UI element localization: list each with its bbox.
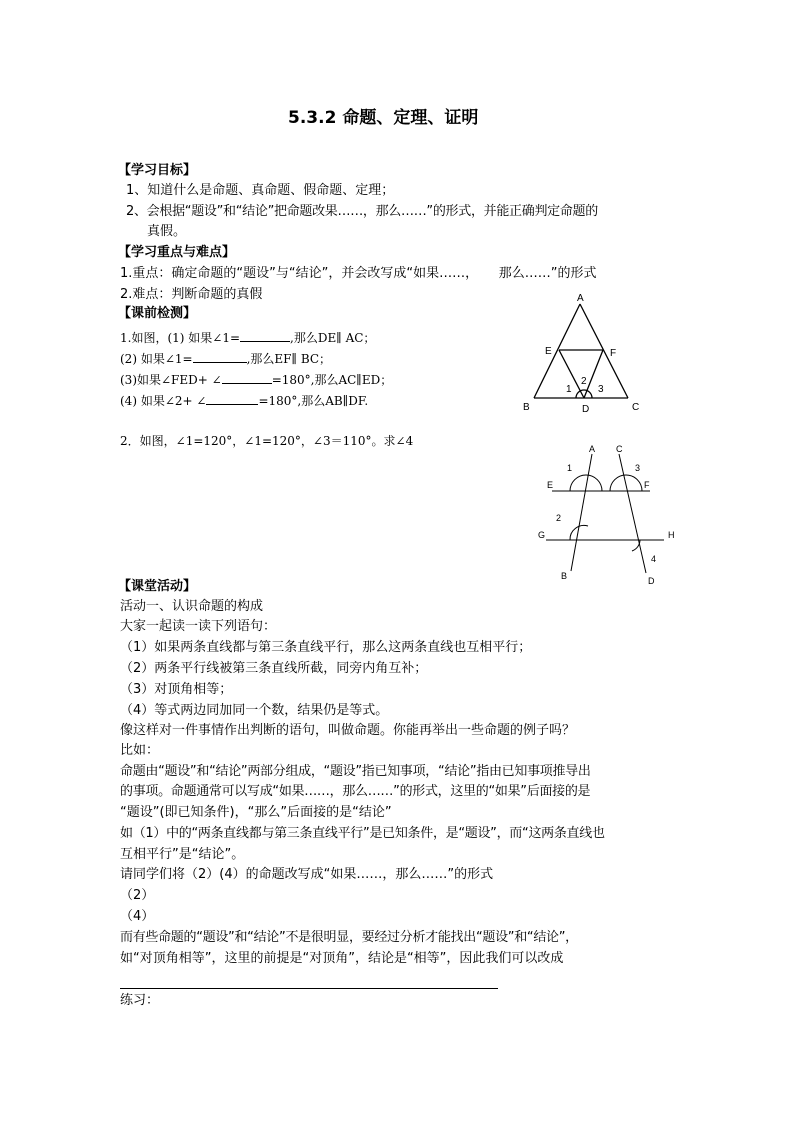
question-1a	[120, 329, 375, 346]
answer-blank-1b[interactable]	[193, 350, 247, 363]
hidden-structure-line-1: 而有些命题的“题设”和“结论”不是很明显，要经过分析才能找出“题设”和“结论”，	[120, 930, 578, 945]
label-G: G	[538, 530, 546, 540]
angle-label-1: 1	[566, 384, 572, 395]
answer-blank-1d[interactable]	[206, 392, 258, 405]
triangle-figure	[520, 292, 650, 414]
question-1c-prefix: (3)如果∠FED+ ∠	[120, 373, 222, 387]
pre-check-heading: 【课前检测】	[118, 306, 197, 321]
label-F: F	[644, 480, 650, 490]
structure-line-2: 的事项。命题通常可以写成“如果……，那么……”的形式，这里的“如果”后面接的是	[120, 784, 591, 799]
question-1c	[120, 371, 392, 388]
statement-1: （1）如果两条直线都与第三条直线平行，那么这两条直线也互相平行；	[120, 640, 532, 655]
parallel-lines-figure	[532, 440, 682, 590]
activity-intro: 大家一起读一读下列语句：	[120, 619, 277, 634]
objective-1: 1、知道什么是命题、真命题、假命题、定理；	[126, 183, 395, 198]
question-2: 2．如图，∠1=120°，∠1=120°，∠3＝110°。求∠4	[120, 434, 414, 448]
question-1a-suffix: ,那么DE∥ AC；	[290, 331, 376, 345]
angle-label-2: 2	[581, 376, 587, 387]
activity-heading: 【课堂活动】	[118, 579, 197, 594]
objective-2-line2: 真假。	[147, 224, 187, 239]
activity-subheading: 活动一、认识命题的构成	[120, 599, 264, 614]
answer-blank-1a[interactable]	[240, 329, 290, 342]
example-line-1: 如（1）中的“两条直线都与第三条直线平行”是已知条件，是“题设”，而“这两条直线也	[120, 826, 605, 841]
objectives-heading: 【学习目标】	[118, 163, 197, 178]
angle-label-3: 3	[635, 463, 641, 473]
statement-3: （3）对顶角相等；	[120, 682, 233, 697]
rewrite-item-4: （4）	[120, 909, 155, 924]
statement-2: （2）两条平行线被第三条直线所截，同旁内角互补；	[120, 661, 428, 676]
question-1a-prefix: 1.如图，(1) 如果∠1=	[120, 331, 241, 345]
key-point-1: 1.重点：确定命题的“题设”与“结论”，并会改写成“如果……， 那么……”的形式	[120, 266, 597, 281]
label-E: E	[547, 480, 554, 490]
angle-label-1: 1	[567, 463, 573, 473]
angle-label-3: 3	[598, 384, 604, 395]
question-1d-suffix: =180°,那么AB∥DF.	[258, 394, 369, 408]
key-points-heading: 【学习重点与难点】	[118, 245, 236, 260]
answer-blank-1c[interactable]	[222, 371, 272, 384]
question-1b-prefix: (2) 如果∠1=	[120, 352, 193, 366]
example-line-2: 互相平行”是“结论”。	[120, 847, 245, 862]
objective-2-line1: 2、会根据“题设”和“结论”把命题改果……，那么……”的形式，并能正确判定命题的	[126, 204, 598, 219]
example-label: 比如：	[120, 743, 160, 758]
label-H: H	[668, 530, 675, 540]
rewrite-instruction: 请同学们将（2）(4）的命题改写成“如果……，那么……”的形式	[120, 867, 494, 882]
label-B: B	[523, 402, 530, 413]
practice-label: 练习：	[120, 993, 160, 1008]
structure-line-1: 命题由“题设”和“结论”两部分组成，“题设”指已知事项，“结论”指由已知事项推导出	[120, 764, 591, 779]
rewrite-item-2: （2）	[120, 888, 155, 903]
label-F: F	[610, 348, 617, 359]
question-1d-prefix: (4) 如果∠2+ ∠	[120, 394, 207, 408]
label-D: D	[582, 404, 590, 414]
question-1c-suffix: =180°,那么AC∥ED；	[271, 373, 393, 387]
question-1b	[120, 350, 331, 367]
label-A: A	[577, 293, 584, 304]
question-1d	[120, 392, 368, 409]
label-C: C	[616, 444, 623, 454]
question-1b-suffix: ,那么EF∥ BC；	[246, 352, 332, 366]
label-E: E	[545, 346, 552, 357]
key-point-2: 2.难点：判断命题的真假	[120, 287, 263, 302]
separator-line	[120, 988, 498, 989]
statement-4: （4）等式两边同加同一个数，结果仍是等式。	[120, 703, 389, 718]
label-B: B	[561, 571, 568, 581]
page-title: 5.3.2 命题、定理、证明	[288, 108, 479, 128]
angle-label-4: 4	[651, 554, 657, 564]
label-A: A	[589, 444, 596, 454]
angle-label-2: 2	[556, 513, 562, 523]
hidden-structure-line-2: 如“对顶角相等”，这里的前提是“对顶角”，结论是“相等”，因此我们可以改成	[120, 951, 564, 966]
label-C: C	[632, 402, 640, 413]
structure-line-3: “题设”(即已知条件)，“那么”后面接的是“结论”	[120, 805, 392, 820]
definition-paragraph: 像这样对一件事情作出判断的语句，叫做命题。你能再举出一些命题的例子吗？	[120, 723, 576, 738]
label-D: D	[648, 576, 655, 586]
